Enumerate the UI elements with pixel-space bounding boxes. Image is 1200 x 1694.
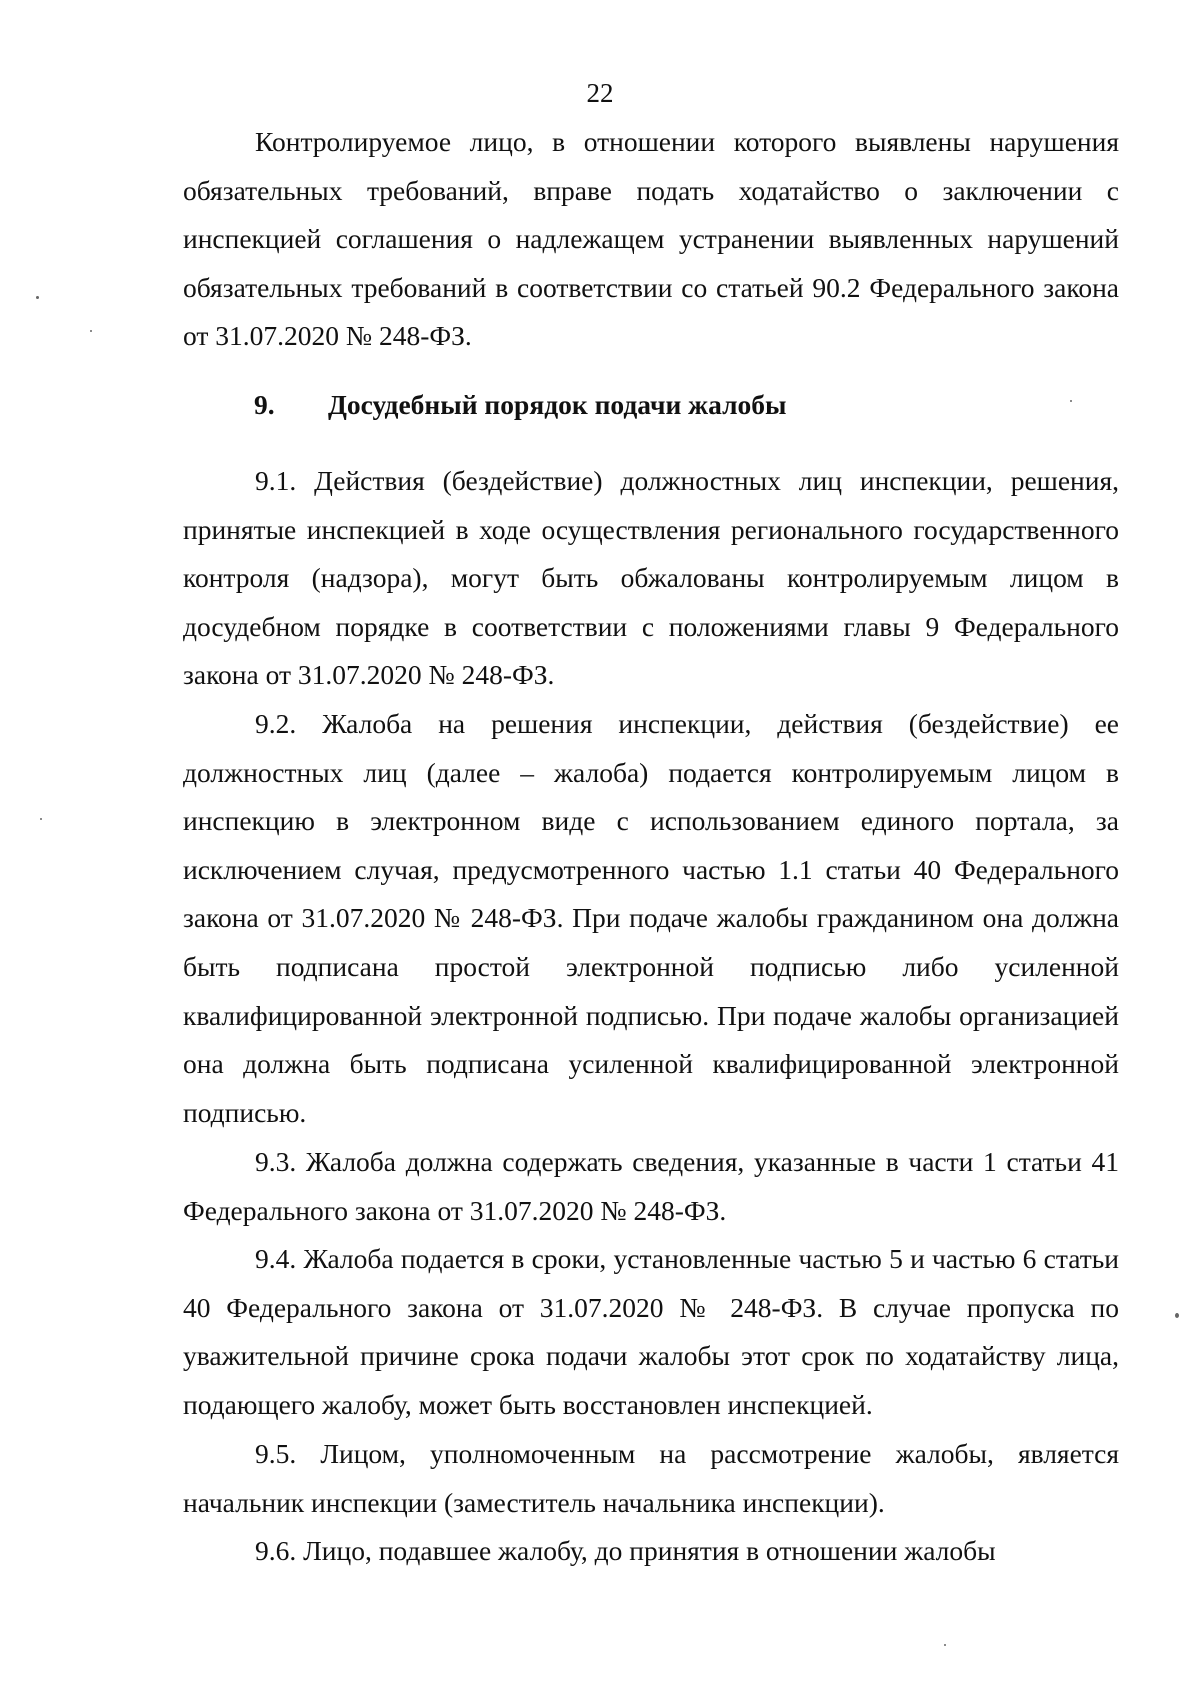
scan-speck: [944, 1644, 946, 1646]
paragraph-9-2-block: [183, 700, 1119, 1137]
scan-speck: [40, 818, 42, 820]
section-heading: [254, 389, 787, 421]
paragraph-9-3-block: [183, 1138, 1119, 1235]
paragraph-9-6-block: [183, 1527, 1119, 1576]
paragraph-9-6: 9.6. Лицо, подавшее жалобу, до принятия в отношении жалобы: [255, 1535, 996, 1566]
scan-speck: [1070, 400, 1072, 402]
section-number: 9.: [254, 389, 275, 420]
paragraph-9-4: 9.4. Жалоба подается в сроки, установленные частью 5 и частью 6 статьи 40 Федерального закона от 31.07.2020 № 248-ФЗ. В случае пропуска по уважительной причине срока подачи жалобы этот срок по ходатайству лица, подающего жалобу, может быть восстановлен инспекцией.: [183, 1243, 1119, 1420]
paragraph-9-4-block: [183, 1235, 1119, 1429]
section-title: Досудебный порядок подачи жалобы: [328, 389, 787, 420]
intro-paragraph-block: [183, 118, 1119, 361]
paragraph-9-5-block: [183, 1430, 1119, 1527]
scan-speck: [36, 296, 39, 299]
paragraph-9-5: 9.5. Лицом, уполномоченным на рассмотрение жалобы, является начальник инспекции (заместитель начальника инспекции).: [183, 1438, 1119, 1518]
paragraph-9-2: 9.2. Жалоба на решения инспекции, действия (бездействие) ее должностных лиц (далее – жалоба) подается контролируемым лицом в инспекцию в электронном виде с использованием единого портала, за исключением случая, предусмотренного частью 1.1 статьи 40 Федерального закона от 31.07.2020 № 248-ФЗ. При подаче жалобы гражданином она должна быть подписана простой электронной подписью либо усиленной квалифицированной электронной подписью. При подаче жалобы организацией она должна быть подписана усиленной квалифицированной электронной подписью.: [183, 708, 1119, 1128]
paragraph-9-1-block: [183, 457, 1119, 700]
page-number: 22: [586, 78, 614, 108]
paragraph-9-1: 9.1. Действия (бездействие) должностных лиц инспекции, решения, принятые инспекцией в ходе осуществления регионального государственного контроля (надзора), могут быть обжалованы контролируемым лицом в досудебном порядке в соответствии с положениями главы 9 Федерального закона от 31.07.2020 № 248-ФЗ.: [183, 465, 1119, 691]
paragraph-9-3: 9.3. Жалоба должна содержать сведения, указанные в части 1 статьи 41 Федерального закона от 31.07.2020 № 248-ФЗ.: [183, 1146, 1119, 1226]
scan-speck: [90, 330, 92, 332]
scan-speck: [1175, 1313, 1179, 1318]
intro-paragraph: Контролируемое лицо, в отношении которого выявлены нарушения обязательных требований, вправе подать ходатайство о заключении с инспекцией соглашения о надлежащем устранении выявленных нарушений обязательных требований в соответствии со статьей 90.2 Федерального закона от 31.07.2020 № 248-ФЗ.: [183, 126, 1119, 352]
